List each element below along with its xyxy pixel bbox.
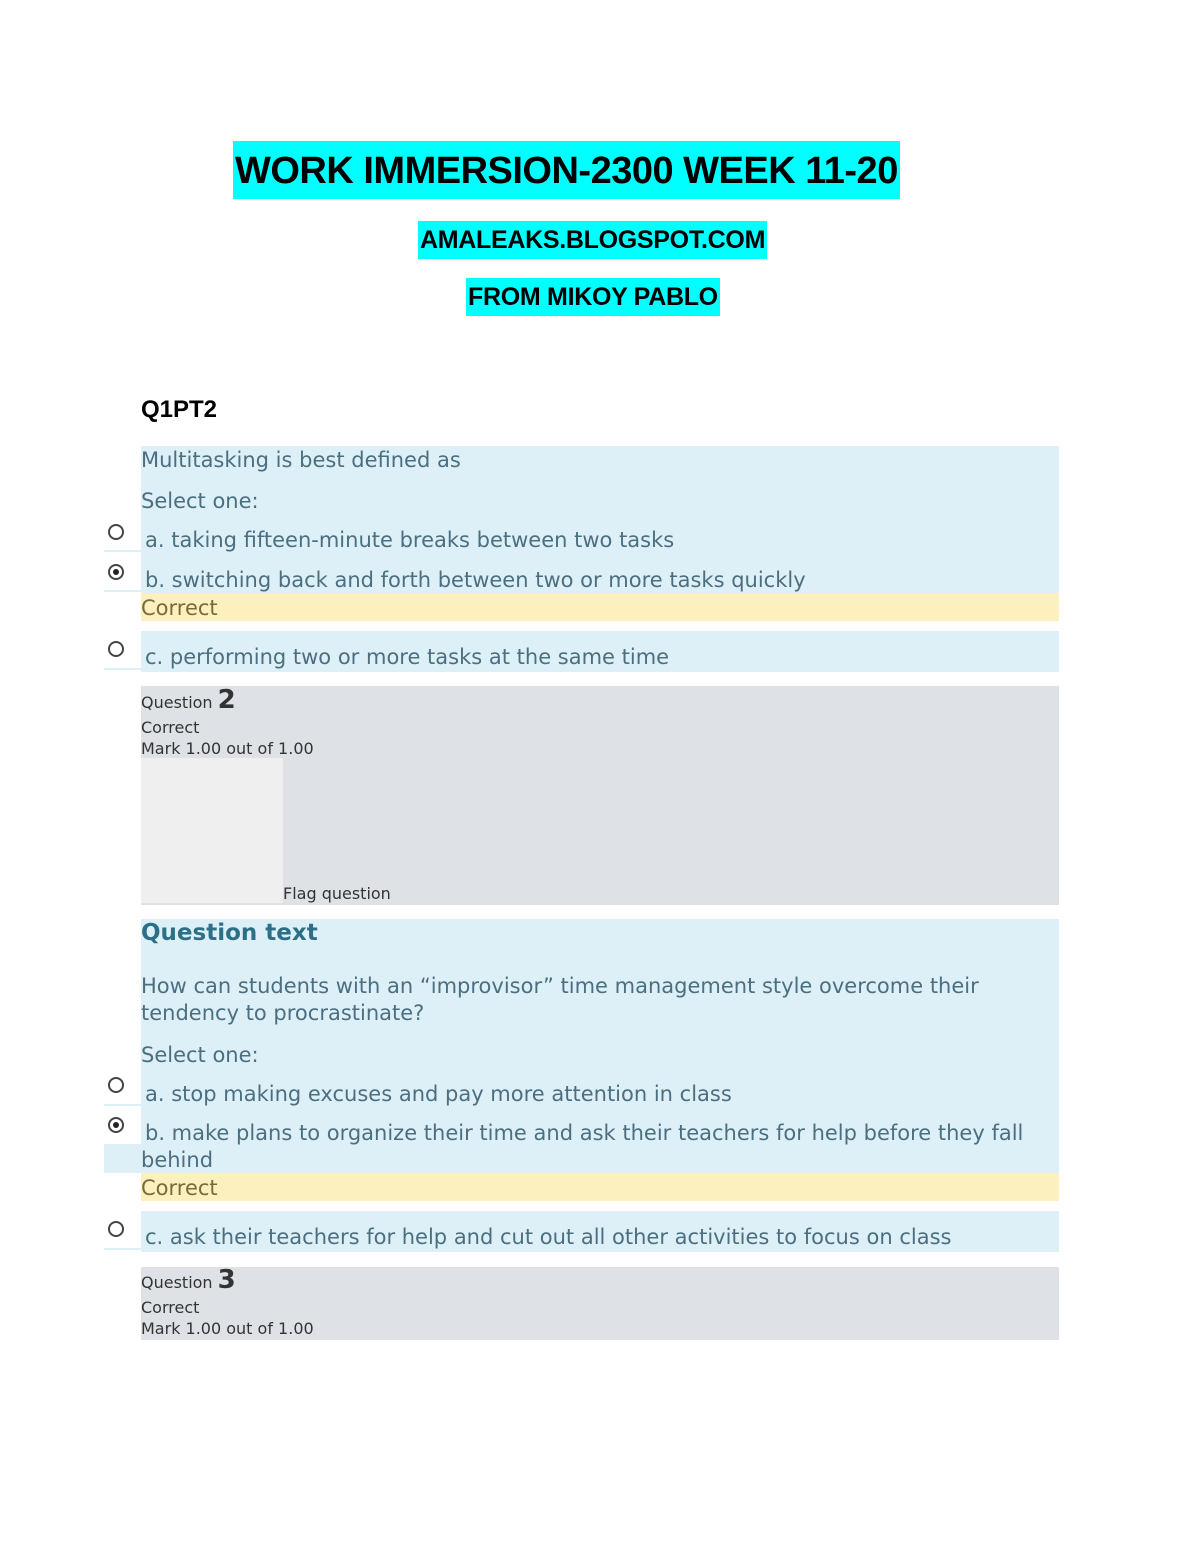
question-3-mark: Mark 1.00 out of 1.00 <box>141 1319 314 1338</box>
document-title: WORK IMMERSION-2300 WEEK 11-20 <box>233 141 900 199</box>
question-2-status: Correct <box>141 718 200 737</box>
option-b-radio-selected[interactable] <box>108 1117 124 1133</box>
question-text-heading: Question text <box>141 920 318 946</box>
question-number: 2 <box>217 685 236 715</box>
option-a-radio[interactable] <box>108 524 124 540</box>
question-2-label-row <box>141 685 236 715</box>
question-label: Question <box>141 1273 213 1292</box>
question-2-select-label: Select one: <box>141 1043 259 1067</box>
option-c-radio[interactable] <box>108 1221 124 1237</box>
site-link-text: AMALEAKS.BLOGSPOT.COM <box>418 221 767 259</box>
question-2-mark: Mark 1.00 out of 1.00 <box>141 739 314 758</box>
question-2-option-a[interactable]: a. stop making excuses and pay more attention in class <box>145 1082 732 1106</box>
flag-question-link[interactable]: Flag question <box>283 884 391 903</box>
question-1-feedback <box>141 593 1059 621</box>
question-1-option-b[interactable]: b. switching back and forth between two or more tasks quickly <box>145 568 806 592</box>
question-1-option-c[interactable]: c. performing two or more tasks at the same time <box>145 645 670 669</box>
question-1-option-a[interactable]: a. taking fifteen-minute breaks between two tasks <box>145 528 675 552</box>
question-3-status: Correct <box>141 1298 200 1317</box>
option-a-radio[interactable] <box>108 1077 124 1093</box>
question-label: Question <box>141 693 213 712</box>
option-b-highlight <box>104 1144 141 1173</box>
question-number: 3 <box>217 1265 236 1295</box>
section-label: Q1PT2 <box>141 396 218 423</box>
question-3-label-row <box>141 1265 236 1295</box>
option-a-underline <box>104 1104 141 1106</box>
option-c-underline <box>104 1248 141 1250</box>
option-c-radio[interactable] <box>108 641 124 657</box>
option-b-radio-selected[interactable] <box>108 564 124 580</box>
question-1-select-label: Select one: <box>141 489 259 513</box>
flag-icon-placeholder[interactable] <box>141 758 283 903</box>
question-1-text: Multitasking is best defined as <box>141 448 461 472</box>
question-2-option-b[interactable]: b. make plans to organize their time and ask their teachers for help before they fall behind <box>141 1121 1024 1173</box>
option-b-underline <box>104 590 141 592</box>
question-2-text: How can students with an “improvisor” time management style overcome their tendency to procrastinate? <box>141 974 979 1026</box>
question-2-option-c[interactable]: c. ask their teachers for help and cut out all other activities to focus on class <box>145 1225 952 1249</box>
option-a-underline <box>104 550 141 552</box>
feedback-label: Correct <box>141 596 218 620</box>
question-2-feedback <box>141 1173 1059 1201</box>
option-c-underline <box>104 668 141 670</box>
feedback-label: Correct <box>141 1176 218 1200</box>
credit-text: FROM MIKOY PABLO <box>466 278 720 316</box>
